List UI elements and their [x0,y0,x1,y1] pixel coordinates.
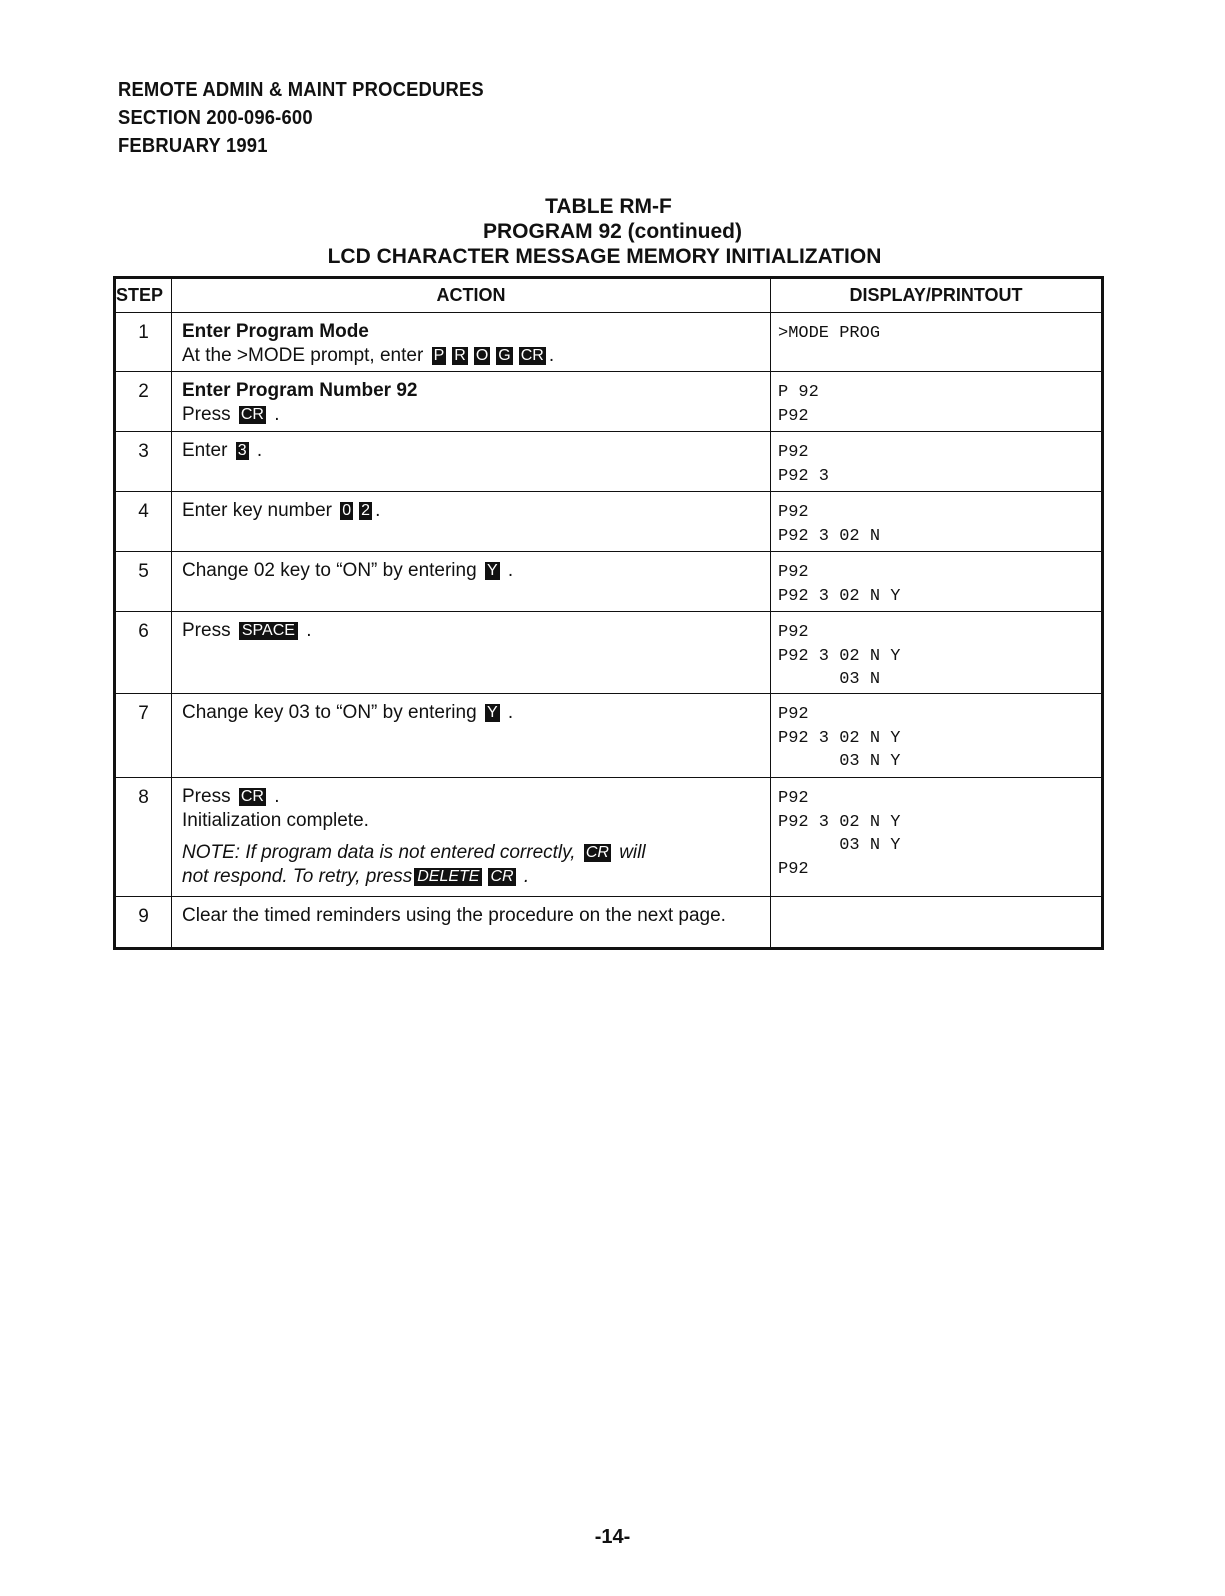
action-cell [172,612,771,694]
table-row [115,372,1103,432]
action-text-line [182,619,770,643]
note-text-c: not respond. To retry, press [182,866,413,887]
note-line2 [182,865,770,889]
display-cell: P 92 P92 [771,372,1103,432]
note-line1 [182,841,770,865]
table-row [115,492,1103,552]
key-3: 3 [237,442,247,459]
display-cell: P92 P92 3 02 N Y [771,552,1103,612]
column-header-display: DISPLAY/PRINTOUT [771,278,1103,313]
action-text-line [182,439,770,463]
action-cell [172,432,771,492]
header-title: REMOTE ADMIN & MAINT PROCEDURES [118,79,484,101]
note-text-b: will [619,842,646,863]
note-text-a: NOTE: If program data is not entered correctly, [182,842,576,863]
table-row [115,432,1103,492]
action-text-line [182,701,770,725]
table-row [115,612,1103,694]
action-cell [172,552,771,612]
note-tail: . [523,866,530,887]
table-row [115,694,1103,778]
key-cr: CR [585,844,609,861]
key-p: P [433,347,445,364]
action-cell [172,372,771,432]
key-o: O [475,347,489,364]
display-cell: >MODE PROG [771,313,1103,372]
action-cell [172,492,771,552]
action-text-line [182,785,770,809]
table-row [115,897,1103,949]
table-row [115,552,1103,612]
action-text: Clear the timed reminders using the procedure on the next page. [182,905,726,926]
display-cell: P92 P92 3 02 N [771,492,1103,552]
action-tail: . [274,404,280,425]
key-r: R [454,347,466,364]
key-cr: CR [240,406,264,423]
action-cell [172,897,771,949]
action-text: At the >MODE prompt, enter [182,345,424,366]
note [182,841,770,889]
action-text: Change key 03 to “ON” by entering [182,702,477,723]
step-number: 2 [115,372,172,432]
action-result: Initialization complete. [182,810,369,831]
action-text: Change 02 key to “ON” by entering [182,560,477,581]
key-y: Y [486,704,498,721]
action-cell [172,694,771,778]
step-number: 6 [115,612,172,694]
action-text: Press [182,404,231,425]
header-date: FEBRUARY 1991 [118,135,268,157]
step-number: 3 [115,432,172,492]
step-number: 9 [115,897,172,949]
column-header-action: ACTION [172,278,771,313]
action-text-line [182,499,770,523]
document-header [118,76,484,160]
action-cell [172,778,771,897]
page-number: -14- [594,1526,631,1548]
action-text: Press [182,786,231,807]
action-text: Enter [182,440,228,461]
key-y: Y [486,562,498,579]
display-cell: P92 P92 3 02 N Y 03 N Y P92 [771,778,1103,897]
display-cell [771,897,1103,949]
action-title: Enter Program Mode [182,321,369,342]
key-delete: DELETE [414,868,482,886]
key-cr: CR [240,788,264,805]
action-text: Enter key number [182,500,332,521]
table-title-line3: LCD CHARACTER MESSAGE MEMORY INITIALIZATION [327,245,882,268]
action-text-line [182,344,770,368]
action-tail: . [375,500,381,521]
key-cr: CR [490,868,514,885]
header-section: SECTION 200-096-600 [118,107,313,129]
action-tail: . [507,702,514,723]
table-title-line2: PROGRAM 92 (continued) [482,220,742,243]
step-number: 1 [115,313,172,372]
key-cr: CR [520,347,544,364]
action-text: Press [182,620,231,641]
table-row [115,313,1103,372]
action-text-line [182,403,770,427]
action-tail: . [548,345,555,366]
action-title: Enter Program Number 92 [182,380,418,401]
key-space: SPACE [239,622,298,640]
key-2: 2 [361,502,371,519]
step-number: 8 [115,778,172,897]
table-row [115,778,1103,897]
table-header-row [115,278,1103,313]
procedure-table [113,276,1104,950]
action-tail: . [507,560,514,581]
step-number: 4 [115,492,172,552]
key-0: 0 [342,502,352,519]
action-tail: . [256,440,263,461]
column-header-step: STEP [115,278,172,313]
display-cell: P92 P92 3 02 N Y 03 N Y [771,694,1103,778]
display-cell: P92 P92 3 02 N Y 03 N [771,612,1103,694]
step-number: 5 [115,552,172,612]
action-text-line [182,559,770,583]
table-title [0,194,1225,269]
action-tail: . [274,786,280,807]
step-number: 7 [115,694,172,778]
table-title-line1: TABLE RM-F [545,195,672,218]
display-cell: P92 P92 3 [771,432,1103,492]
action-cell [172,313,771,372]
action-tail: . [306,620,312,641]
key-g: G [498,347,511,364]
